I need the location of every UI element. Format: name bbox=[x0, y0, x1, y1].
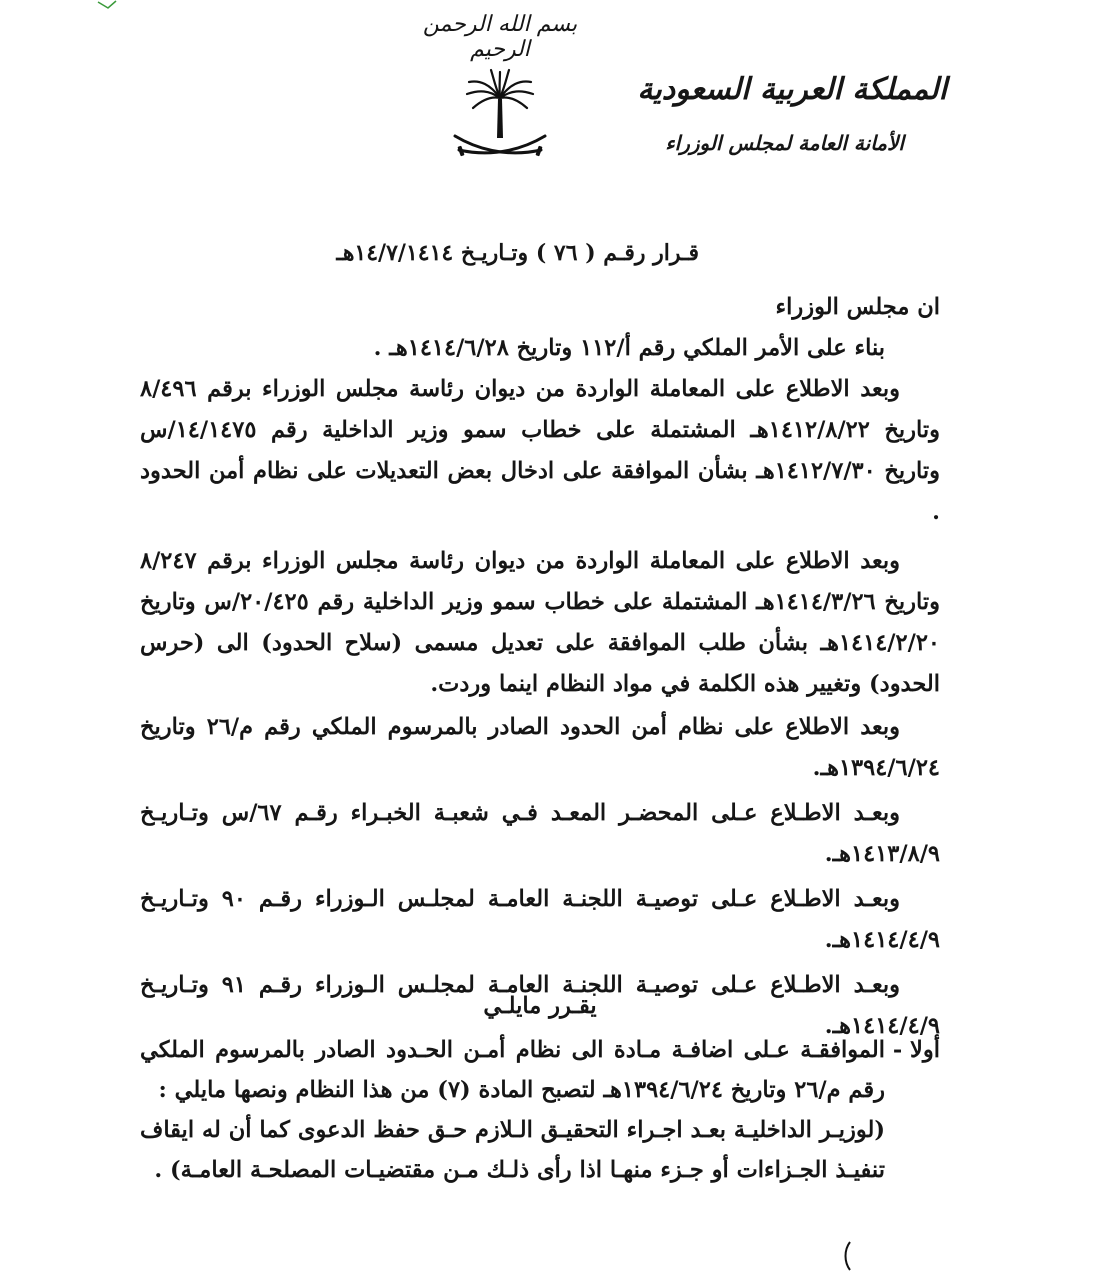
recital-paragraph-5: وبعـد الاطـلاع عـلى توصيـة اللجنـة العامـة لمجلـس الـوزراء رقـم ٩٠ وتـاريـخ ١٤١٤/٤/٩هـ. bbox=[140, 886, 940, 953]
preamble-body bbox=[140, 287, 940, 1047]
item-one-label: أولا - bbox=[892, 1037, 940, 1063]
resolution-item-one bbox=[140, 1030, 940, 1190]
decision-number-line: قـرار رقـم ( ٧٦ ) وتـاريـخ ١٤/٧/١٤١٤هـ bbox=[336, 240, 699, 266]
palm-and-swords-emblem-icon bbox=[445, 66, 555, 172]
item-one-text: الموافقـة عـلى اضافـة مـادة الى نظام أمـن الحـدود الصادر بالمرسوم الملكي رقم م/٢٦ وتاريخ ١٣٩٤/٦/٢٤هـ لتصبح المادة (٧) من هذا النظام ونصها مايلي : bbox=[140, 1037, 885, 1103]
corner-check-mark bbox=[96, 0, 118, 10]
basmala: بسم الله الرحمن الرحيم bbox=[422, 12, 578, 62]
bottom-bracket-mark bbox=[840, 1240, 854, 1272]
kingdom-title: المملكة العربية السعودية bbox=[637, 72, 947, 107]
recital-paragraph-2: وبعد الاطلاع على المعاملة الواردة من ديوان رئاسة مجلس الوزراء برقم ٨/٢٤٧ وتاريخ ١٤١٤/٣/٢٦هـ المشتملة على خطاب سمو وزير الداخلية رقم ٢٠/٤٢٥/س وتاريخ ١٤١٤/٢/٢٠هـ بشأن طلب الموافقة على تعديل مسمى (سلاح الحدود) الى (حرس الحدود) وتغيير هذه الكلمة في مواد النظام اينما وردت. bbox=[140, 548, 941, 697]
resolution-heading: يقـرر مايلـي bbox=[483, 993, 597, 1019]
council-opening: ان مجلس الوزراء bbox=[775, 294, 940, 320]
item-one-body bbox=[140, 1030, 885, 1190]
secretariat-title: الأمانة العامة لمجلس الوزراء bbox=[665, 131, 904, 155]
recital-paragraph-6: وبعـد الاطـلاع عـلى توصيـة اللجنـة العامـة لمجلـس الـوزراء رقـم ٩١ وتـاريـخ ١٤١٤/٤/٩هـ. bbox=[140, 972, 940, 1039]
royal-order-paragraph: بناء على الأمر الملكي رقم أ/١١٢ وتاريخ ١٤١٤/٦/٢٨هـ . bbox=[373, 335, 885, 361]
recital-paragraph-3: وبعد الاطلاع على نظام أمن الحدود الصادر بالمرسوم الملكي رقم م/٢٦ وتاريخ ١٣٩٤/٦/٢٤هـ. bbox=[140, 714, 940, 781]
recital-paragraph-1: وبعد الاطلاع على المعاملة الواردة من ديوان رئاسة مجلس الوزراء برقم ٨/٤٩٦ وتاريخ ١٤١٢/٨/٢٢هـ المشتملة على خطاب سمو وزير الداخلية رقم ١٤/١٤٧٥/س وتاريخ ١٤١٢/٧/٣٠هـ بشأن الموافقة على ادخال بعض التعديلات على نظام أمن الحدود . bbox=[140, 376, 941, 525]
recital-paragraph-4: وبعـد الاطـلاع عـلى المحضـر المعـد فـي شعبـة الخبـراء رقـم ٦٧/س وتـاريـخ ١٤١٣/٨/٩هـ. bbox=[140, 800, 940, 867]
item-one-quote: (لوزيـر الداخليـة بعـد اجـراء التحقيـق الـلازم حـق حفظ الدعوى كما أن له ايقاف تنفيـذ الجـزاءات أو جـزء منهـا اذا رأى ذلـك مـن مقتضيـات المصلحـة العامـة) . bbox=[140, 1117, 885, 1183]
